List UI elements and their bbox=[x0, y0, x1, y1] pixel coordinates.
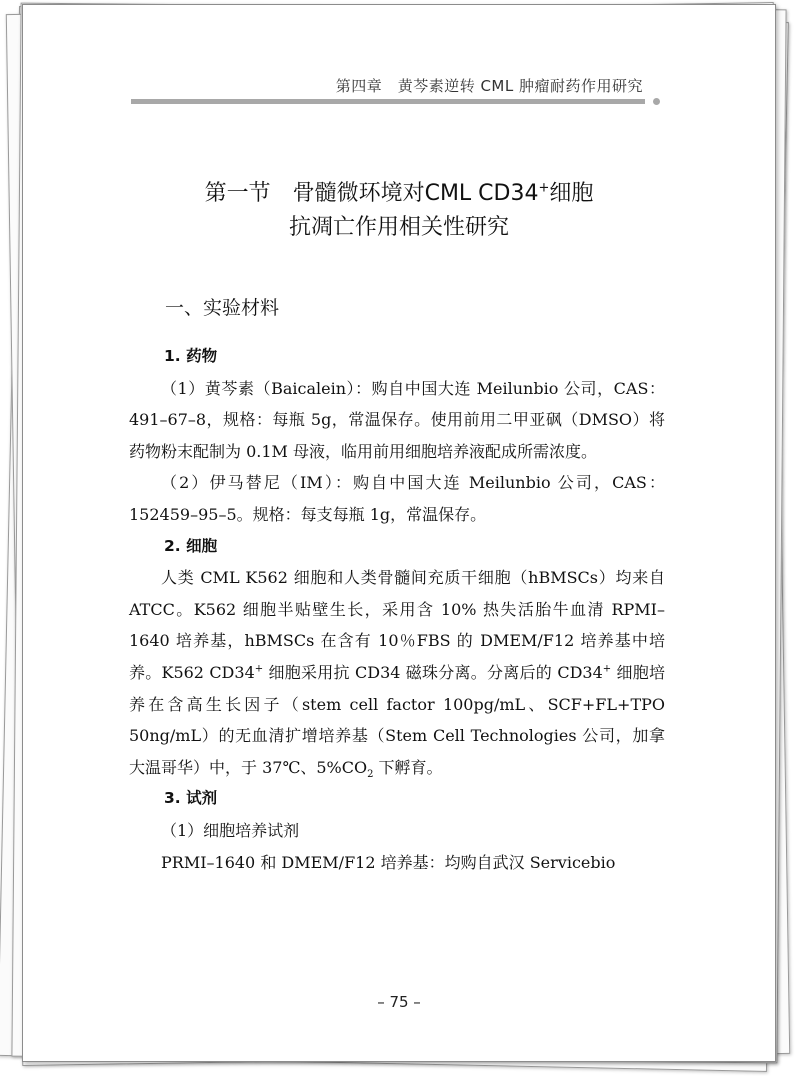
heading-materials: 一、实验材料 bbox=[165, 297, 280, 319]
cells-text: 细胞采用抗 CD34 磁珠分离。分离后的 CD34 bbox=[263, 662, 603, 682]
paragraph-cells bbox=[129, 562, 665, 783]
superscript: + bbox=[254, 663, 264, 675]
cells-text: 细胞培养在含高生长因子（stem cell factor 100pg/mL、SCF+FL+TPO 50ng/mL）的无血清扩增培养基（Stem Cell Technologies 公司，加拿大温哥华）中，于 37℃、5%CO bbox=[129, 662, 665, 777]
header-rule bbox=[131, 99, 645, 104]
cells-text: 人类 CML K562 细胞和人类骨髓间充质干细胞（hBMSCs）均来自 ATCC。K562 细胞半贴壁生长，采用含 10% 热失活胎牛血清 RPMI–1640 培养基，hBMSCs 在含有 10％FBS 的 DMEM/F12 培养基中培养。K562 CD34 bbox=[129, 568, 665, 682]
section-title-line1 bbox=[23, 177, 775, 211]
superscript: + bbox=[602, 663, 612, 675]
section-title bbox=[23, 177, 775, 245]
section-title-line2: 抗凋亡作用相关性研究 bbox=[288, 215, 509, 240]
title-superscript: + bbox=[538, 180, 550, 196]
page-number: – 75 – bbox=[377, 993, 421, 1011]
heading-drugs: 1. 药物 bbox=[164, 347, 218, 365]
running-head: 第四章 黄芩素逆转 CML 肿瘤耐药作用研究 bbox=[335, 77, 643, 95]
paragraph-imatinib: （2）伊马替尼（IM）：购自中国大连 Meilunbio 公司，CAS：152459–95–5。规格：每支每瓶 1g，常温保存。 bbox=[129, 473, 665, 524]
book-page bbox=[22, 4, 776, 1062]
paragraph-culture-media: PRMI–1640 和 DMEM/F12 培养基：均购自武汉 Servicebio bbox=[161, 852, 616, 872]
paragraph-baicalein: （1）黄芩素（Baicalein）：购自中国大连 Meilunbio 公司，CAS：491–67–8，规格：每瓶 5g，常温保存。使用前用二甲亚砜（DMSO）将药物粉末配制为 0.1M 母液，临用前用细胞培养液配成所需浓度。 bbox=[129, 378, 665, 461]
heading-reagents: 3. 试剂 bbox=[164, 789, 218, 808]
title-text: 第一节 骨髓微环境对CML CD34 bbox=[204, 181, 539, 206]
subheading-cell-culture: （1）细胞培养试剂 bbox=[161, 820, 300, 840]
heading-cells-text: 2. 细胞 bbox=[164, 536, 218, 555]
title-text: 细胞 bbox=[549, 181, 594, 206]
header-rule-dot bbox=[653, 98, 660, 105]
heading-cells bbox=[129, 531, 665, 563]
cells-text: 下孵育。 bbox=[373, 757, 443, 777]
body-text bbox=[129, 341, 665, 878]
subscript: 2 bbox=[367, 768, 374, 780]
